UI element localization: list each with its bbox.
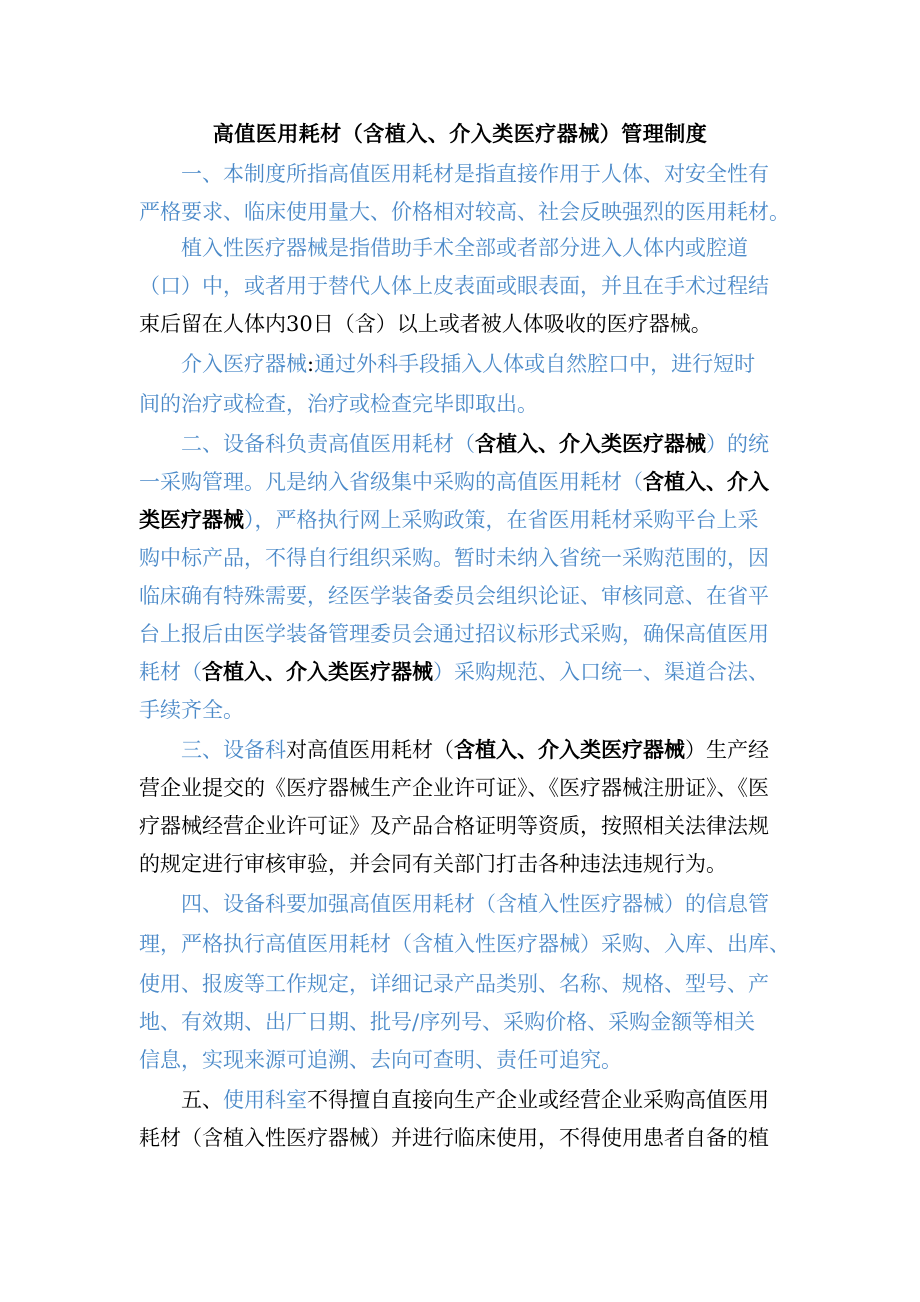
text-run: 三、设备科 bbox=[181, 738, 286, 762]
text-run: 严格要求、临床使用量大、价格相对较高、社会反映强烈的医用耗材。 bbox=[139, 200, 790, 224]
text-run: 理，严格执行高值医用耗材（含植入性医疗器械）采购、入库、出库、 bbox=[139, 932, 790, 956]
text-line bbox=[139, 386, 538, 422]
text-run: 含植入、介入 bbox=[643, 469, 769, 494]
text-run: 含植入、介入类医疗器械 bbox=[475, 431, 706, 456]
text-line bbox=[139, 464, 769, 500]
text-run: 植入性医疗器械是指借助手术全部或者部分进入人体内或腔道 bbox=[181, 236, 748, 260]
text-run: 对高值医用耗材（ bbox=[286, 738, 454, 762]
text-run: 五、 bbox=[181, 1088, 223, 1112]
document-title: 高值医用耗材（含植入、介入类医疗器械）管理制度 bbox=[212, 121, 708, 146]
text-run: 使用、报废等工作规定，详细记录产品类别、名称、规格、型号、产 bbox=[139, 972, 769, 996]
text-line bbox=[139, 1042, 622, 1078]
text-line bbox=[181, 346, 755, 382]
text-run: 二、设备科负责高值医用耗材（ bbox=[181, 432, 475, 456]
text-line bbox=[139, 770, 769, 806]
text-line bbox=[139, 306, 712, 342]
text-run: 通过外科手段插入人体或自然腔口中，进行短时 bbox=[314, 352, 756, 376]
text-line bbox=[139, 616, 769, 652]
text-line bbox=[139, 540, 769, 576]
text-line bbox=[139, 846, 727, 882]
text-line bbox=[181, 426, 769, 462]
text-line bbox=[139, 1004, 755, 1040]
text-run: 手续齐全。 bbox=[139, 698, 244, 722]
text-run: 疗器械经营企业许可证》及产品合格证明等资质，按照相关法律法规 bbox=[139, 814, 769, 838]
text-line bbox=[181, 886, 769, 922]
text-run: 的规定进行审核审验，并会同有关部门打击各种违法违规行为。 bbox=[139, 852, 727, 876]
text-run: ）采购规范、入口统一、渠道合法、 bbox=[433, 660, 769, 684]
text-run: 地、有效期、出厂日期、批号/序列号、采购价格、采购金额等相关 bbox=[139, 1010, 756, 1034]
text-line bbox=[181, 230, 748, 266]
text-run: ）的统 bbox=[706, 432, 769, 456]
text-run: 耗材（ bbox=[139, 660, 202, 684]
text-line bbox=[139, 268, 769, 304]
text-run: 一采购管理。凡是纳入省级集中采购的高值医用耗材（ bbox=[139, 470, 643, 494]
text-line bbox=[139, 966, 769, 1002]
text-run: 耗材（含植入性医疗器械）并进行临床使用，不得使用患者自备的植 bbox=[139, 1126, 769, 1150]
text-line bbox=[139, 808, 769, 844]
text-line bbox=[181, 732, 769, 768]
text-run: 临床确有特殊需要，经医学装备委员会组织论证、审核同意、在省平 bbox=[139, 584, 769, 608]
text-run: 含植入、介入类医疗器械 bbox=[202, 659, 433, 684]
text-line bbox=[139, 502, 759, 538]
text-run: （口）中，或者用于替代人体上皮表面或眼表面，并且在手术过程结 bbox=[139, 274, 769, 298]
text-line bbox=[139, 926, 790, 962]
text-run: 间的治疗或检查，治疗或检查完毕即取出。 bbox=[139, 392, 538, 416]
text-run: 束后留在人体内30日（含）以上或者被人体吸收的医疗器械。 bbox=[139, 312, 712, 336]
text-run: 营企业提交的《医疗器械生产企业许可证》、《医疗器械注册证》、《医 bbox=[139, 776, 769, 800]
text-line bbox=[139, 1120, 769, 1156]
text-line bbox=[181, 156, 769, 192]
text-run: 含植入、介入类医疗器械 bbox=[454, 737, 685, 762]
text-line bbox=[139, 578, 769, 614]
text-run: 类医疗器械 bbox=[139, 507, 244, 532]
text-run: 信息，实现来源可追溯、去向可查明、责任可追究。 bbox=[139, 1048, 622, 1072]
text-line bbox=[139, 194, 790, 230]
text-run: ）生产经 bbox=[685, 738, 769, 762]
text-run: 不得擅自直接向生产企业或经营企业采购高值医用 bbox=[307, 1088, 769, 1112]
text-run: 四、设备科要加强高值医用耗材（含植入性医疗器械）的信息管 bbox=[181, 892, 769, 916]
text-line bbox=[181, 1082, 769, 1118]
text-line bbox=[139, 654, 769, 690]
text-run: : bbox=[307, 352, 315, 376]
text-run: 一、本制度所指高值医用耗材是指直接作用于人体、对安全性有 bbox=[181, 162, 769, 186]
text-run: 购中标产品，不得自行组织采购。暂时未纳入省统一采购范围的，因 bbox=[139, 546, 769, 570]
text-run: 使用科室 bbox=[223, 1088, 307, 1112]
text-run: 台上报后由医学装备管理委员会通过招议标形式采购，确保高值医用 bbox=[139, 622, 769, 646]
text-line bbox=[139, 692, 244, 728]
text-run: 介入医疗器械 bbox=[181, 352, 307, 376]
text-run: ），严格执行网上采购政策，在省医用耗材采购平台上采 bbox=[244, 508, 759, 532]
